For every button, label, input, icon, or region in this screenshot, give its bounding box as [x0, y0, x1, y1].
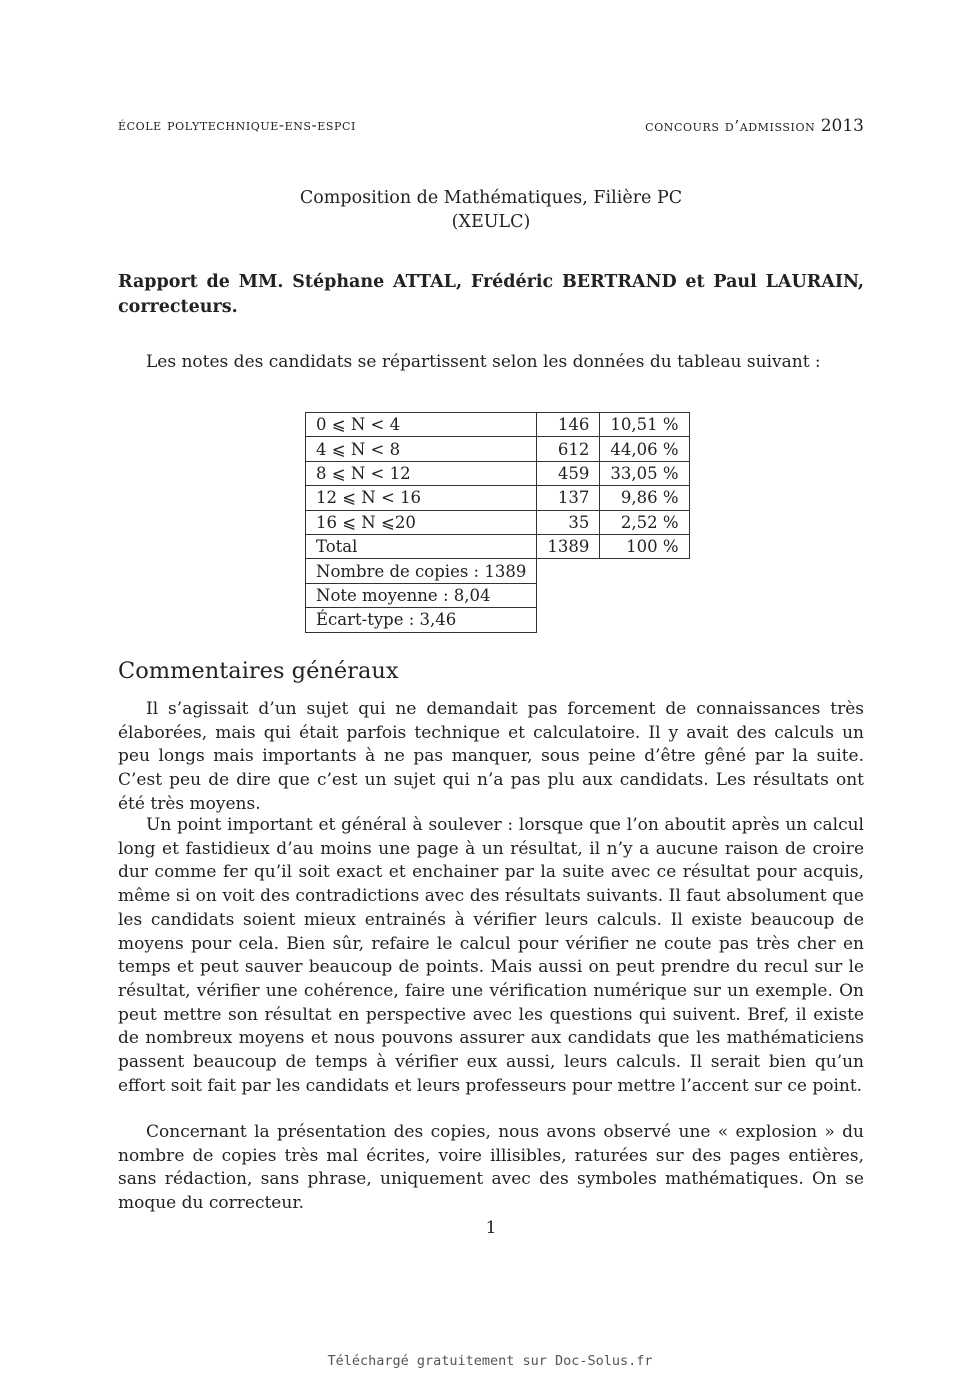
empty-cell	[537, 608, 689, 632]
percent-cell: 10,51 %	[600, 413, 689, 437]
table-row	[306, 510, 690, 534]
grades-table	[305, 412, 690, 633]
stats-row	[306, 583, 690, 607]
report-authors: Rapport de MM. Stéphane ATTAL, Frédéric BERTRAND et Paul LAURAIN, correcteurs.	[118, 272, 864, 317]
count-cell: 459	[537, 461, 600, 485]
stats-row	[306, 559, 690, 583]
range-cell: 0 ⩽ N < 4	[306, 413, 537, 437]
section-heading: Commentaires généraux	[118, 658, 399, 684]
paragraph-block	[118, 698, 864, 817]
percent-cell: 44,06 %	[600, 437, 689, 461]
percent-cell: 2,52 %	[600, 510, 689, 534]
empty-cell	[537, 583, 689, 607]
range-cell: 12 ⩽ N < 16	[306, 486, 537, 510]
percent-cell: 9,86 %	[600, 486, 689, 510]
school-name: école polytechnique-ens-espci	[118, 116, 356, 134]
stats-cell: Nombre de copies : 1389	[306, 559, 537, 583]
stats-row	[306, 608, 690, 632]
table-row	[306, 461, 690, 485]
table-row	[306, 437, 690, 461]
count-cell: 137	[537, 486, 600, 510]
page-header	[118, 116, 864, 136]
range-cell: 8 ⩽ N < 12	[306, 461, 537, 485]
paragraph: Concernant la présentation des copies, nous avons observé une « explosion » du nombre de copies très mal écrites, voire illisibles, raturées sur des pages entières, sans rédaction, sans phrase, uniquement avec des symboles mathématiques. On se moque du correcteur.	[118, 1122, 864, 1214]
intro-text: Les notes des candidats se répartissent selon les données du tableau suivant :	[146, 352, 821, 372]
concours-label: concours d’admission 2013	[645, 116, 864, 136]
count-cell: 146	[537, 413, 600, 437]
table-row-total	[306, 534, 690, 558]
download-footer: Téléchargé gratuitement sur Doc-Solus.fr	[327, 1353, 653, 1369]
paragraph: Il s’agissait d’un sujet qui ne demandait pas forcement de connaissances très élaborées, mais qui était parfois technique et calculatoire. Il y avait des calculs un peu longs mais importants à ne pas manquer, sous peine d’être gêné par la suite. C’est peu de dire que c’est un sujet qui n’a pas plu aux candidats. Les résultats ont été très moyens.	[118, 699, 864, 814]
count-cell: 612	[537, 437, 600, 461]
range-cell: 4 ⩽ N < 8	[306, 437, 537, 461]
paragraph: Un point important et général à soulever : lorsque que l’on aboutit après un calcul long et fastidieux d’au moins une page à un résultat, il n’y a aucune raison de croire dur comme fer qu’il soit exact et enchainer par la suite avec ce résultat pour acquis, même si on voit des contradictions avec des résultats suivants. Il faut absolument que les candidats soient mieux entrainés à vérifier leurs calculs. Il existe beaucoup de moyens pour cela. Bien sûr, refaire le calcul pour vérifier ne coute pas très cher en temps et peut sauver beaucoup de points. Mais aussi on peut prendre du recul sur le résultat, vérifier une cohérence, faire une vérification numérique sur un exemple. On peut mettre son résultat en perspective avec les questions qui suivent. Bref, il existe de nombreux moyens et nous pouvons assurer aux candidats que les mathématiciens passent beaucoup de temps à vérifier eux aussi, leurs calculs. Il serait bien qu’un effort soit fait par les candidats et leurs professeurs pour mettre l’accent sur ce point.	[118, 815, 864, 1096]
page-number: 1	[485, 1218, 497, 1238]
stats-cell: Écart-type : 3,46	[306, 608, 537, 632]
count-cell: 35	[537, 510, 600, 534]
title-line-2: (XEULC)	[451, 212, 531, 232]
percent-cell: 100 %	[600, 534, 689, 558]
count-cell: 1389	[537, 534, 600, 558]
paragraph-block	[118, 1121, 864, 1216]
range-cell: 16 ⩽ N ⩽20	[306, 510, 537, 534]
title-line-1: Composition de Mathématiques, Filière PC	[299, 188, 683, 208]
paragraph-block	[118, 814, 864, 1098]
percent-cell: 33,05 %	[600, 461, 689, 485]
range-cell: Total	[306, 534, 537, 558]
table-row	[306, 486, 690, 510]
document-title	[118, 186, 864, 234]
stats-cell: Note moyenne : 8,04	[306, 583, 537, 607]
year: 2013	[820, 116, 864, 136]
empty-cell	[537, 559, 689, 583]
table-row	[306, 413, 690, 437]
